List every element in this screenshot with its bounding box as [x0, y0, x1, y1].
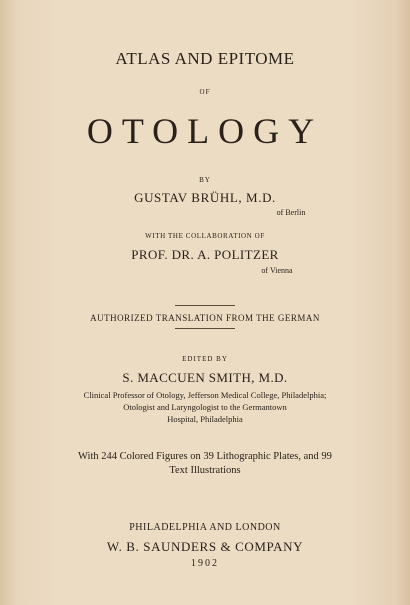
publisher-name: W. B. SAUNDERS & COMPANY	[106, 539, 304, 554]
edited-by-label: EDITED BY	[182, 355, 228, 363]
collaborator-location: of Vienna	[261, 266, 293, 275]
divider-bottom	[175, 328, 235, 329]
editor-description-1: Clinical Professor of Otology, Jefferson Medical College, Philadelphia;	[83, 390, 327, 400]
editor-description-3: Hospital, Philadelphia	[167, 414, 243, 424]
collaboration-label: WITH THE COLLABORATION OF	[145, 232, 265, 240]
figures-note-2: Text Illustrations	[169, 465, 241, 476]
editor-description-2: Otologist and Laryngologist to the Germantown	[123, 402, 287, 412]
figures-note-1: With 244 Colored Figures on 39 Lithographic Plates, and 99	[78, 451, 332, 462]
publication-year: 1902	[191, 558, 219, 569]
divider-top	[175, 305, 235, 306]
publication-place: PHILADELPHIA AND LONDON	[129, 522, 281, 533]
of-label: OF	[199, 88, 211, 96]
book-main-title: OTOLOGY	[86, 111, 324, 151]
editor-name: S. MACCUEN SMITH, M.D.	[122, 370, 288, 385]
translation-note: AUTHORIZED TRANSLATION FROM THE GERMAN	[90, 313, 320, 323]
author-name: GUSTAV BRÜHL, M.D.	[134, 190, 276, 205]
collaborator-name: PROF. DR. A. POLITZER	[131, 247, 279, 262]
book-title-line-1: ATLAS AND EPITOME	[115, 49, 295, 68]
by-label: BY	[199, 176, 211, 184]
author-location: of Berlin	[276, 208, 306, 217]
